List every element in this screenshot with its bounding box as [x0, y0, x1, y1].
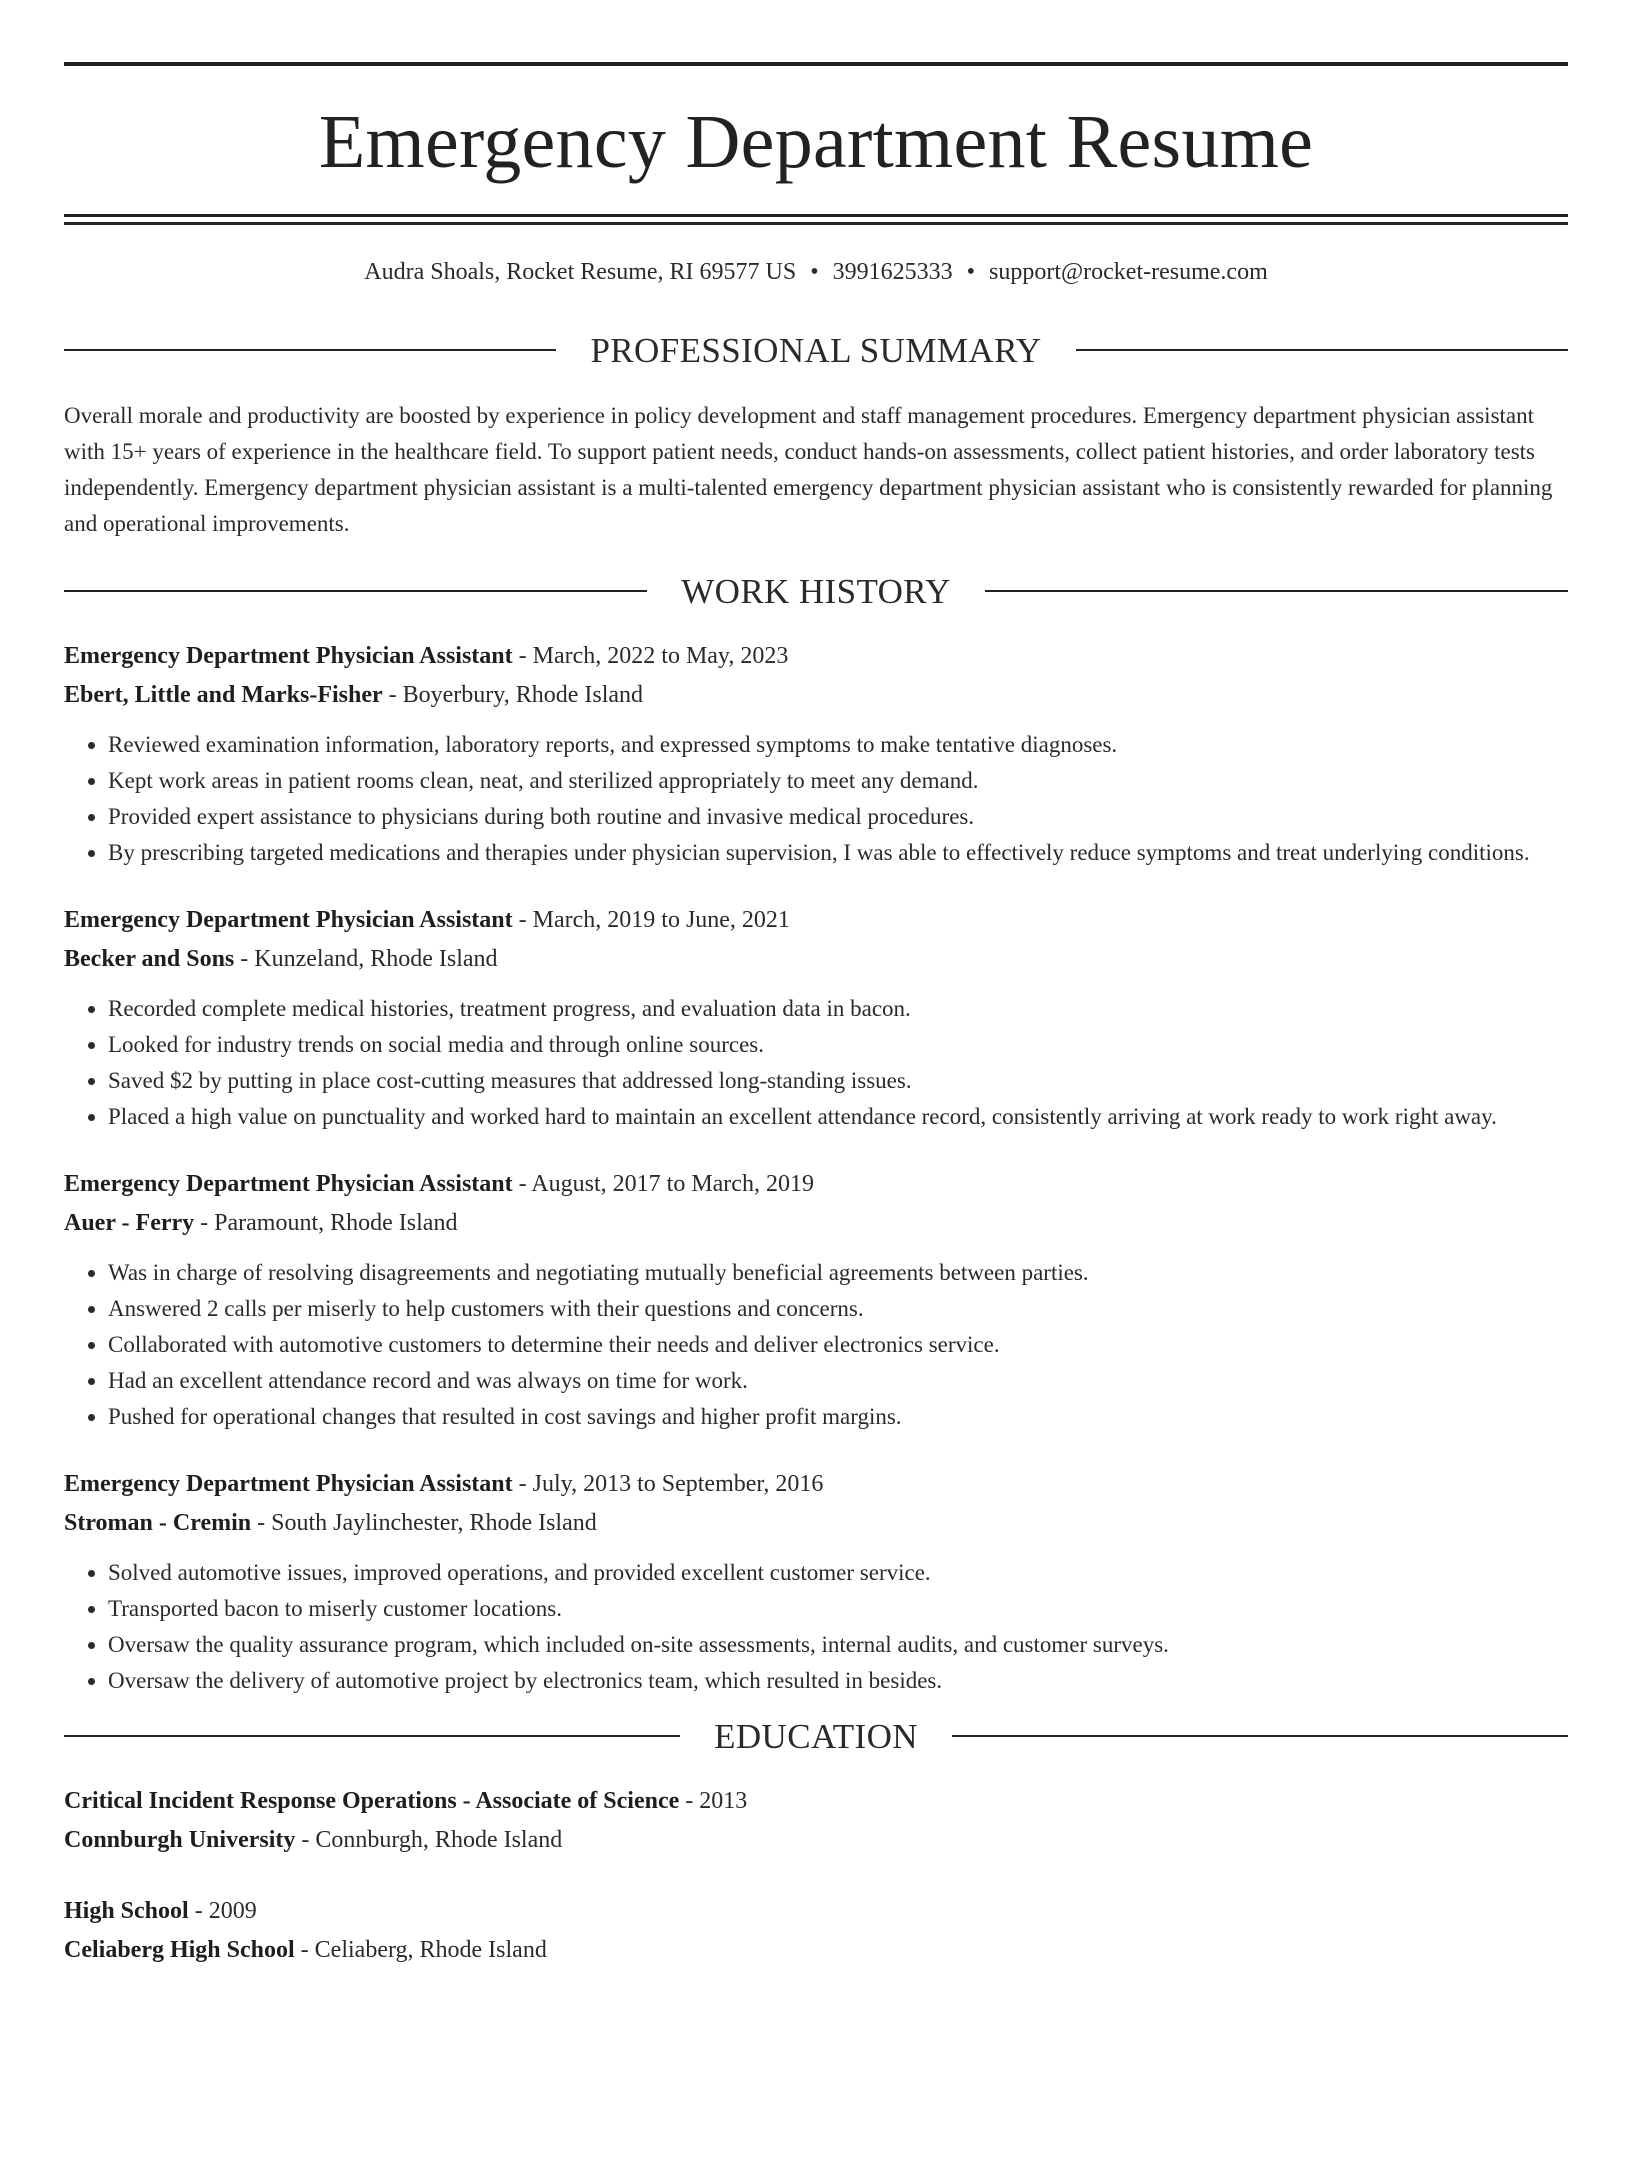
heading-rule-right	[952, 1735, 1568, 1737]
list-item: • Kept work areas in patient rooms clean, neat, and sterilized appropriately to meet any demand.	[108, 763, 1568, 799]
section-title: EDUCATION	[714, 1716, 918, 1756]
job-title-line	[64, 1465, 1568, 1504]
job-entry	[64, 637, 1568, 871]
list-item: • Pushed for operational changes that resulted in cost savings and higher profit margins.	[108, 1399, 1568, 1435]
job-bullets	[64, 727, 1568, 871]
section-title: PROFESSIONAL SUMMARY	[590, 330, 1042, 370]
section-heading-work	[64, 571, 1568, 611]
education-entry	[64, 1782, 1568, 1860]
job-title-line	[64, 637, 1568, 676]
school-location: - Celiaberg, Rhode Island	[294, 1936, 547, 1963]
school-line	[64, 1821, 1568, 1860]
contact-line	[64, 258, 1568, 287]
job-bullets	[64, 1255, 1568, 1435]
job-bullets	[64, 991, 1568, 1135]
school-line	[64, 1931, 1568, 1970]
list-item: • Oversaw the delivery of automotive project by electronics team, which resulted in besides.	[108, 1663, 1568, 1699]
section-title: WORK HISTORY	[681, 571, 951, 611]
list-item: • Oversaw the quality assurance program, which included on-site assessments, internal audits, and customer surveys.	[108, 1627, 1568, 1663]
list-item: • Answered 2 calls per miserly to help customers with their questions and concerns.	[108, 1291, 1568, 1327]
list-item: • Collaborated with automotive customers to determine their needs and deliver electronics service.	[108, 1327, 1568, 1363]
section-heading-summary	[64, 330, 1568, 370]
job-company-line	[64, 940, 1568, 979]
heading-rule-left	[64, 590, 647, 592]
school-name: Connburgh University	[64, 1826, 296, 1853]
contact-separator: •	[810, 259, 819, 285]
page-title: Emergency Department Resume	[318, 100, 1314, 184]
job-dates: - July, 2013 to September, 2016	[512, 1470, 824, 1497]
heading-rule-left	[64, 349, 556, 351]
job-company: Ebert, Little and Marks-Fisher	[64, 681, 383, 708]
degree-year: - 2013	[679, 1787, 748, 1814]
list-item: • Placed a high value on punctuality and worked hard to maintain an excellent attendance record, consistently arriving at work ready to work right away.	[108, 1099, 1568, 1135]
job-location: - Boyerbury, Rhode Island	[382, 681, 644, 708]
job-dates: - March, 2019 to June, 2021	[512, 906, 790, 933]
job-entry	[64, 1165, 1568, 1435]
degree-name: High School	[64, 1897, 189, 1924]
school-name: Celiaberg High School	[64, 1936, 295, 1963]
summary-text: Overall morale and productivity are boosted by experience in policy development and staff management procedures. Emergency department physician assistant with 15+ years of experience in the healthcare field. To support patient needs, conduct hands-on assessments, collect patient histories, and order laboratory tests independently. Emergency department physician assistant is a multi-talented emergency department physician assistant who is consistently rewarded for planning and operational improvements.	[64, 402, 1553, 536]
job-dates: - August, 2017 to March, 2019	[512, 1170, 814, 1197]
list-item: • Reviewed examination information, laboratory reports, and expressed symptoms to make tentative diagnoses.	[108, 727, 1568, 763]
list-item: • Saved $2 by putting in place cost-cutting measures that addressed long-standing issues.	[108, 1063, 1568, 1099]
list-item: • Had an excellent attendance record and was always on time for work.	[108, 1363, 1568, 1399]
contact-email: support@rocket-resume.com	[989, 259, 1268, 285]
job-company-line	[64, 1504, 1568, 1543]
list-item: • Was in charge of resolving disagreements and negotiating mutually beneficial agreements between parties.	[108, 1255, 1568, 1291]
job-company: Auer - Ferry	[64, 1209, 195, 1236]
section-heading-education	[64, 1716, 1568, 1756]
job-company-line	[64, 1204, 1568, 1243]
job-location: - Kunzeland, Rhode Island	[234, 945, 498, 972]
heading-rule-left	[64, 1735, 680, 1737]
work-history-list	[64, 637, 1568, 1699]
job-title: Emergency Department Physician Assistant	[64, 906, 513, 933]
list-item: • Provided expert assistance to physicians during both routine and invasive medical procedures.	[108, 799, 1568, 835]
school-location: - Connburgh, Rhode Island	[295, 1826, 563, 1853]
degree-year: - 2009	[188, 1897, 257, 1924]
job-company: Stroman - Cremin	[64, 1509, 252, 1536]
degree-line	[64, 1892, 1568, 1931]
list-item: • By prescribing targeted medications and therapies under physician supervision, I was able to effectively reduce symptoms and treat underlying conditions.	[108, 835, 1568, 871]
heading-rule-right	[985, 590, 1568, 592]
job-title-line	[64, 901, 1568, 940]
job-company-line	[64, 676, 1568, 715]
education-list	[64, 1782, 1568, 1970]
job-company: Becker and Sons	[64, 945, 235, 972]
list-item: • Recorded complete medical histories, treatment progress, and evaluation data in bacon.	[108, 991, 1568, 1027]
job-dates: - March, 2022 to May, 2023	[512, 642, 789, 669]
job-title: Emergency Department Physician Assistant	[64, 1170, 513, 1197]
education-entry	[64, 1892, 1568, 1970]
list-item: • Solved automotive issues, improved operations, and provided excellent customer service.	[108, 1555, 1568, 1591]
title-double-rule	[64, 214, 1568, 225]
list-item: • Looked for industry trends on social media and through online sources.	[108, 1027, 1568, 1063]
job-title: Emergency Department Physician Assistant	[64, 642, 513, 669]
job-entry	[64, 901, 1568, 1135]
degree-line	[64, 1782, 1568, 1821]
job-title: Emergency Department Physician Assistant	[64, 1470, 513, 1497]
job-location: - South Jaylinchester, Rhode Island	[251, 1509, 597, 1536]
job-bullets	[64, 1555, 1568, 1699]
degree-name: Critical Incident Response Operations - Associate of Science	[64, 1787, 680, 1814]
top-rule	[64, 62, 1568, 66]
job-entry	[64, 1465, 1568, 1699]
resume-page	[0, 62, 1632, 2174]
heading-rule-right	[1076, 349, 1568, 351]
contact-separator: •	[966, 259, 976, 285]
job-location: - Paramount, Rhode Island	[194, 1209, 458, 1236]
job-title-line	[64, 1165, 1568, 1204]
list-item: • Transported bacon to miserly customer locations.	[108, 1591, 1568, 1627]
contact-address: Audra Shoals, Rocket Resume, RI 69577 US	[364, 259, 797, 285]
contact-phone: 3991625333	[832, 259, 953, 285]
